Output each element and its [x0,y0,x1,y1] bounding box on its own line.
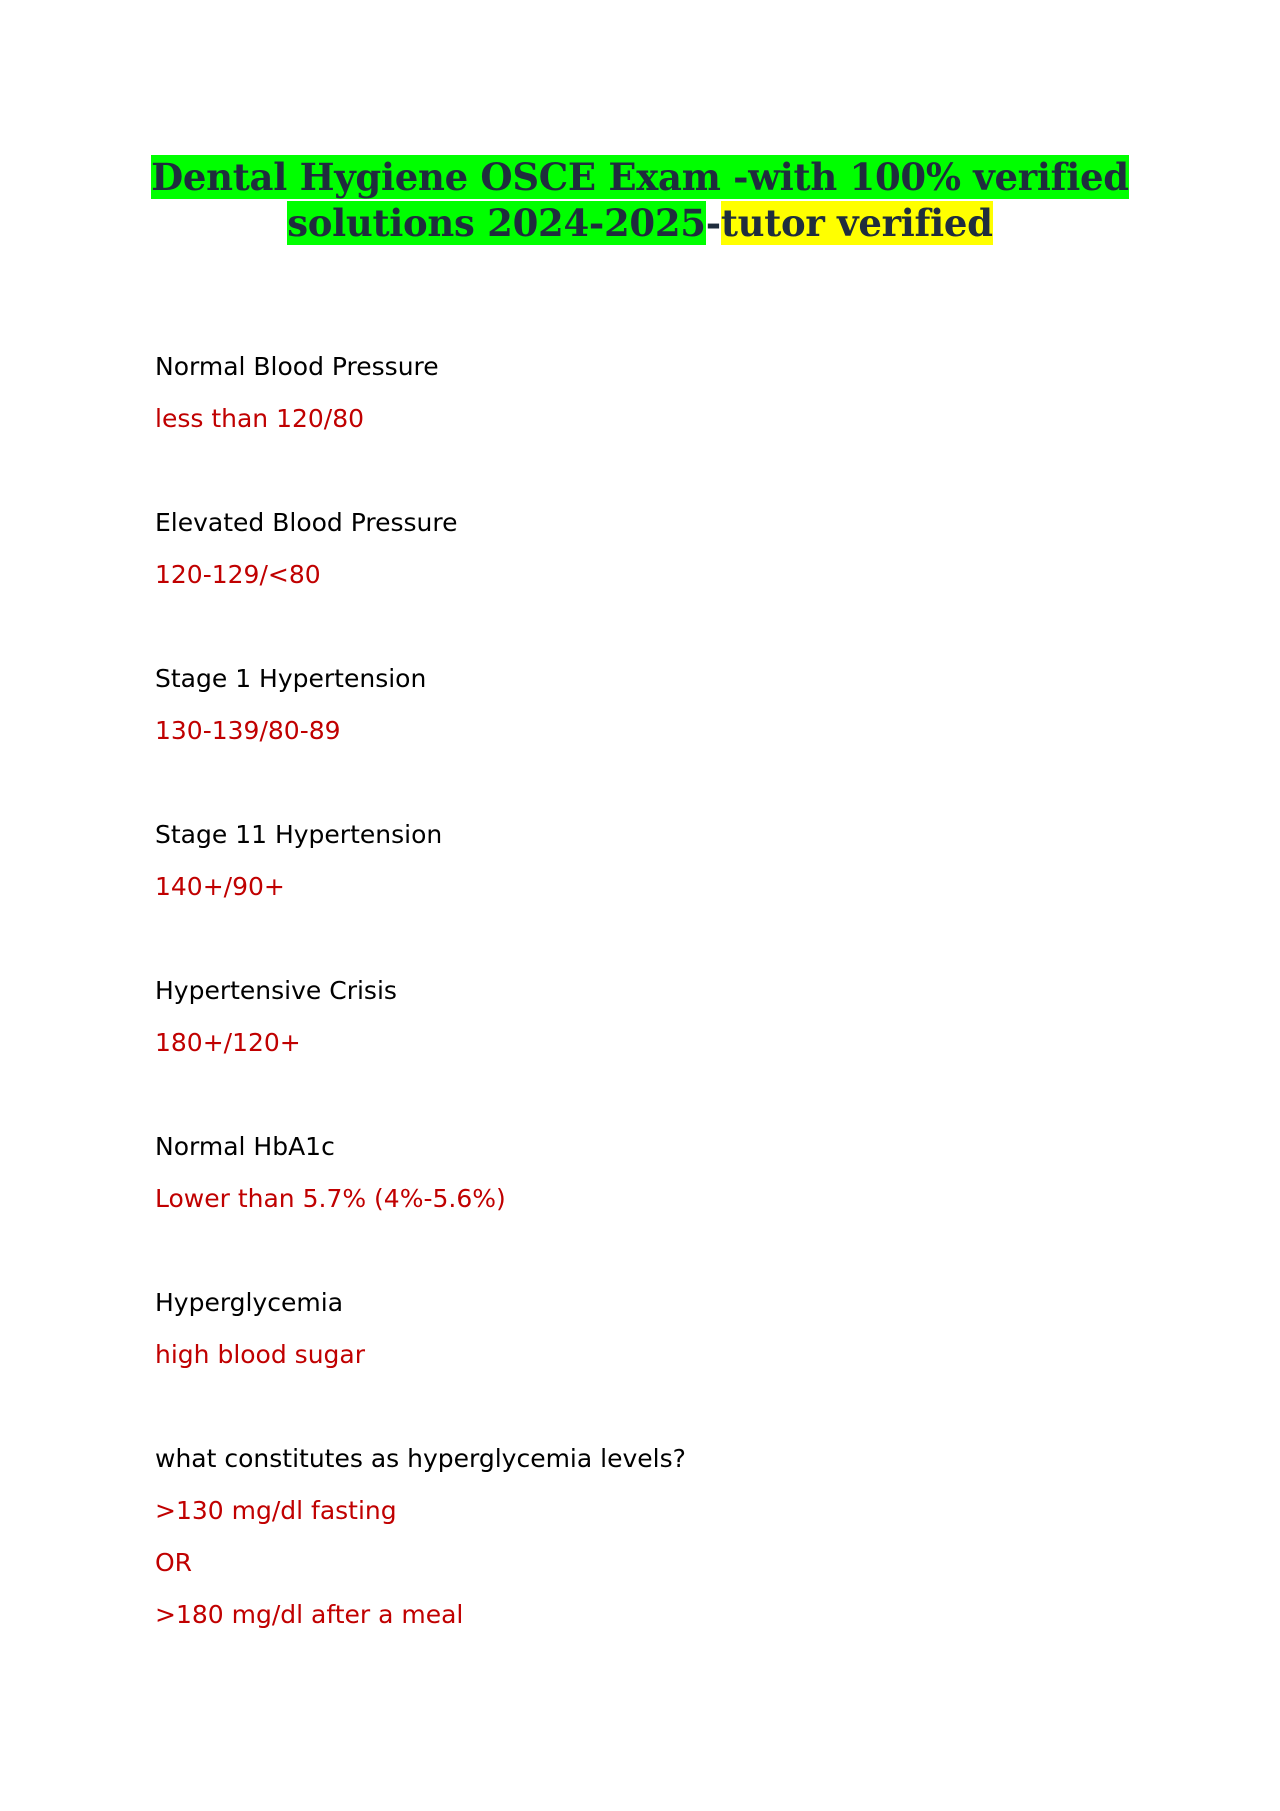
answer-text: 120-129/<80 [155,560,321,589]
answer-text: 180+/120+ [155,1028,301,1057]
answer-text: Lower than 5.7% (4%-5.6%) [155,1184,506,1213]
answer-text: >180 mg/dl after a meal [155,1600,464,1629]
qa-item-hyperglycemia-levels [155,1433,686,1641]
answer-text: less than 120/80 [155,404,365,433]
qa-item-elevated-bp [155,497,458,601]
answer-text: 130-139/80-89 [155,716,341,745]
qa-item-stage-1 [155,653,426,757]
title-line-2-part-3: tutor verified [720,201,993,245]
qa-item-hba1c [155,1121,506,1225]
answer-text: 140+/90+ [155,872,285,901]
qa-item-normal-bp [155,341,439,445]
title-line-2-part-1: solutions 2024-2025 [287,201,706,245]
question-text: Hyperglycemia [155,1288,344,1317]
answer-text: high blood sugar [155,1340,366,1369]
title-line-2-dash: - [705,201,721,245]
qa-item-hyperglycemia [155,1277,365,1381]
question-text: Normal HbA1c [155,1132,335,1161]
question-text: what constitutes as hyperglycemia levels? [155,1444,686,1473]
answer-text: >130 mg/dl fasting [155,1496,397,1525]
qa-item-crisis [155,965,397,1069]
question-text: Stage 1 Hypertension [155,664,427,693]
document-title [0,154,1280,246]
question-text: Normal Blood Pressure [155,352,439,381]
qa-item-stage-11 [155,809,442,913]
question-text: Stage 11 Hypertension [155,820,443,849]
title-line-1: Dental Hygiene OSCE Exam -with 100% verified [151,155,1129,199]
question-text: Elevated Blood Pressure [155,508,458,537]
question-text: Hypertensive Crisis [155,976,397,1005]
answer-text: OR [155,1548,193,1577]
